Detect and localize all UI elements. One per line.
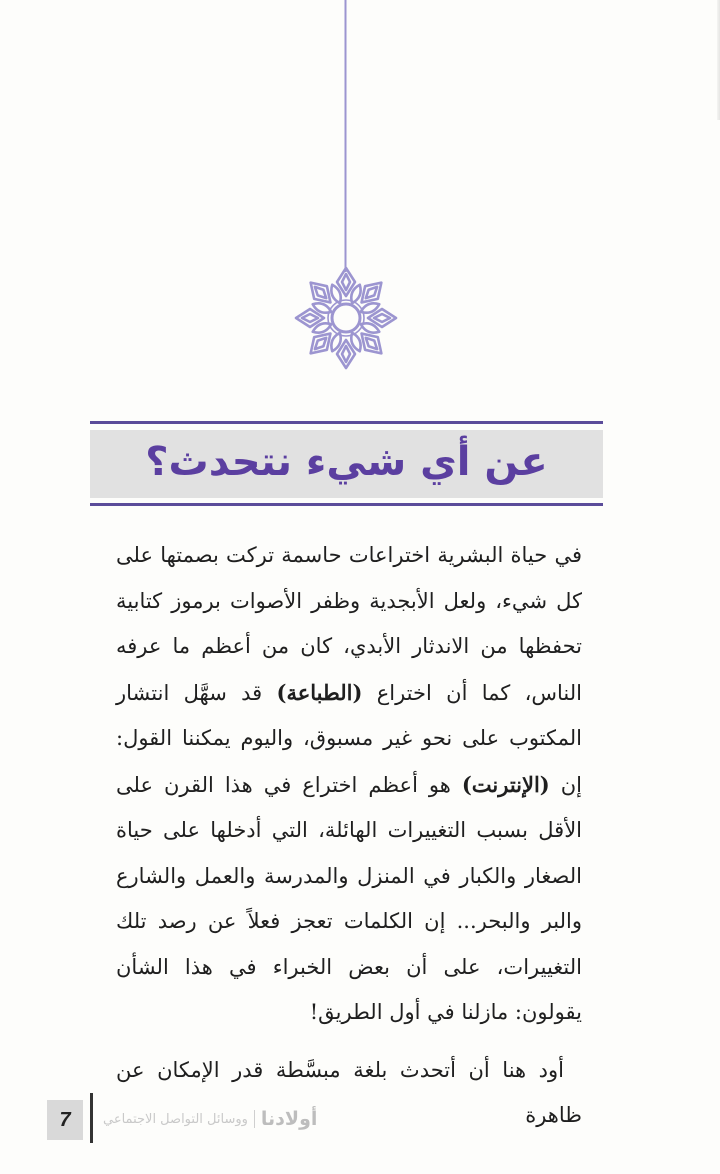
- paragraph-1-part-1: في حياة البشرية اختراعات حاسمة تركت بصمتها على كل شيء، ولعل الأبجدية وظفر الأصوات برموز كتابية تحفظها من الاندثار الأبدي، كان من أعظم ما عرفه الناس، كما أن اختراع: [116, 543, 582, 705]
- section-heading: [90, 421, 603, 506]
- running-title-separator: [254, 1110, 255, 1128]
- page-footer: [0, 1090, 720, 1150]
- paragraph-1-part-2: قد سهَّل انتشار المكتوب على نحو غير مسبوق، واليوم يمكننا القول: إن: [116, 680, 582, 797]
- article-body: [116, 533, 582, 1139]
- footer-divider: [90, 1093, 93, 1143]
- page-title: عن أي شيء نتحدث؟: [145, 439, 548, 485]
- paragraph-1-part-3: هو أعظم اختراع في هذا القرن على الأقل بسبب التغييرات الهائلة، التي أدخلها على حياة الصغار والكبار في المنزل والمدرسة والعمل والشارع والبر والبحر... إن الكلمات تعجز فعلاً عن رصد تلك التغييرات، على أن بعض الخبراء في هذا الشأن يقولون: مازلنا في أول الطريق!: [116, 772, 582, 1024]
- paragraph-2: أود هنا أن أتحدث بلغة مبسَّطة قدر الإمكان عن ظاهرة: [116, 1057, 582, 1127]
- heading-banner: [90, 430, 603, 498]
- paragraph-1: [116, 533, 582, 1036]
- heading-bottom-rule: [90, 503, 603, 506]
- page-number: 7: [47, 1100, 83, 1140]
- bold-term-internet: (الإنترنت): [461, 771, 550, 797]
- running-title: [103, 1108, 317, 1130]
- book-brand: أولادنا: [260, 1108, 318, 1130]
- star-flower-ornament-icon: [296, 268, 396, 368]
- heading-top-rule: [90, 421, 603, 424]
- hanging-ornament: [0, 0, 720, 380]
- book-subtitle: ووسائل التواصل الاجتماعي: [103, 1111, 248, 1127]
- bold-term-printing: (الطباعة): [276, 679, 363, 705]
